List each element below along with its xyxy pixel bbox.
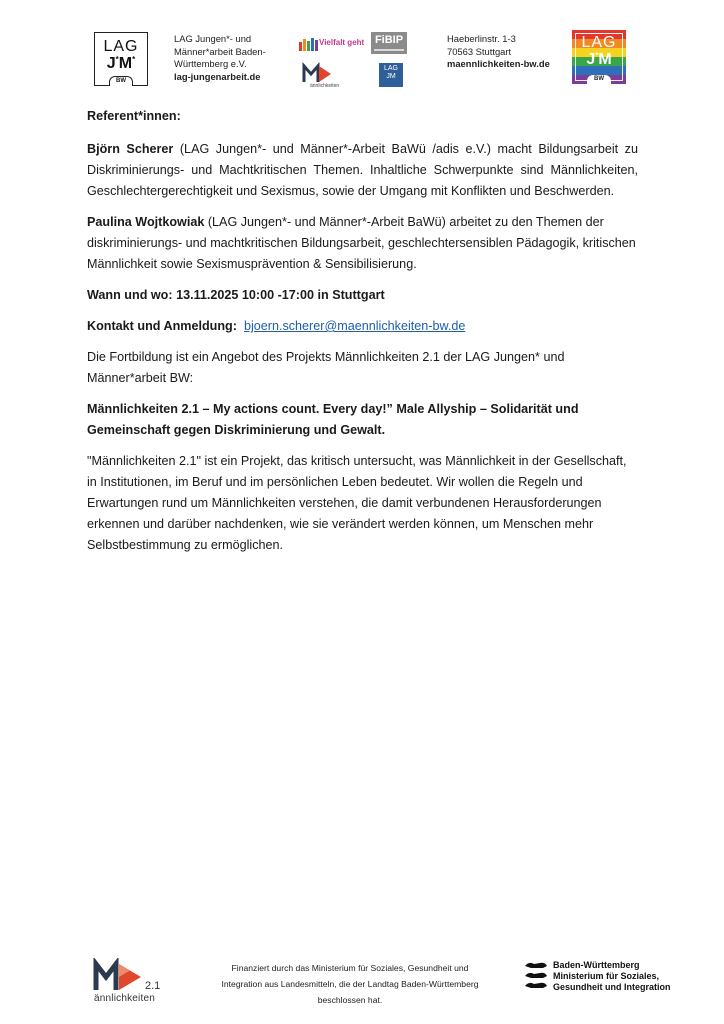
org-line3: Württemberg e.V.: [174, 58, 247, 69]
speaker1-paragraph: [87, 139, 638, 202]
m21-caption: ännlichkeiten: [94, 993, 155, 1004]
rainbow-logo-line2: J*M: [586, 51, 612, 68]
m21-small-logo: [302, 62, 350, 90]
lag-logo-line1: LAG: [103, 38, 139, 55]
address-info: [447, 33, 567, 71]
address-street: Haeberlinstr. 1-3: [447, 33, 516, 44]
contact-email-link[interactable]: bjoern.scherer@maennlichkeiten-bw.de: [243, 319, 466, 333]
m21-mark-icon: [93, 958, 149, 992]
bw-lions-icon: [523, 960, 549, 994]
when-where: Wann und wo: 13.11.2025 10:00 -17:00 in Stuttgart: [87, 288, 385, 302]
vielfalt-bars-icon: [299, 37, 319, 51]
offer-text: Die Fortbildung ist ein Angebot des Projekts Männlichkeiten 2.1 der LAG Jungen* und Männer*arbeit BW:: [87, 350, 565, 385]
speaker2-text: (LAG Jungen*- und Männer*-Arbeit BaWü) arbeitet zu den Themen der diskriminierungs- und machtkritischen Bildungsarbeit, geschlechtersensiblen Pädagogik, kritischen Männlichkeit sowie Sexismusprävention & Sensibilisierung.: [87, 215, 636, 271]
address-website-link[interactable]: maennlichkeiten-bw.de: [447, 58, 550, 69]
org-line1: LAG Jungen*- und: [174, 33, 252, 44]
project-description: "Männlichkeiten 2.1" ist ein Projekt, das kritisch untersucht, was Männlichkeit in der Gesellschaft, in Institutionen, im Beruf und im persönlichen Leben bedeutet. Wir wollen die Regeln und Erwartungen rund um Männlichkeiten verstehen, die damit verbundenen Herausforderungen erkennen und darüber nachdenken, wie sie verändert werden können, um Menschen mehr Selbstbestimmung zu ermöglichen.: [87, 454, 627, 552]
org-website-link[interactable]: lag-jungenarbeit.de: [174, 70, 261, 82]
funding-line2: Integration aus Landesmitteln, die der Landtag Baden-Württemberg: [221, 979, 479, 989]
funding-line1: Finanziert durch das Ministerium für Soziales, Gesundheit und: [231, 963, 469, 973]
bw-ministry-logo: [523, 960, 693, 996]
m21-small-caption: ännlichkeiten: [310, 83, 340, 89]
speaker1-text: (LAG Jungen*- und Männer*-Arbeit BaWü /adis e.V.) macht Bildungsarbeit zu Diskriminierungs- und Machtkritischen Themen. Inhaltliche Schwerpunkte sind Männlichkeiten, Geschlechtergerechtigkeit und Sexismus, sowie der Umgang mit Konflikten und Beschwerden.: [87, 142, 638, 198]
m21-small-mark-icon: [302, 62, 342, 84]
bw-ministry-text: Baden-Württemberg Ministerium für Soziales, Gesundheit und Integration: [553, 960, 671, 992]
address-city: 70563 Stuttgart: [447, 45, 512, 57]
org-line2: Männer*arbeit Baden-: [174, 45, 266, 57]
lag-logo: [94, 32, 148, 86]
fibip-logo: FiBIP: [371, 32, 407, 54]
contact-line: [87, 316, 638, 337]
rainbow-logo-bw: BW: [587, 75, 611, 84]
speakers-heading: Referent*innen:: [87, 109, 181, 123]
speaker2-paragraph: [87, 212, 638, 275]
lag-small-logo: LAG JM: [379, 63, 403, 87]
funding-line3: beschlossen hat.: [317, 995, 383, 1005]
contact-label: Kontakt und Anmeldung:: [87, 319, 237, 333]
m21-version: 2.1: [145, 980, 161, 992]
speaker2-name: Paulina Wojtkowiak: [87, 215, 205, 229]
lag-logo-bw: BW: [109, 76, 133, 86]
rainbow-logo-line1: LAG: [581, 34, 617, 51]
footer-m21-logo: [93, 958, 161, 1004]
project-title: Männlichkeiten 2.1 – My actions count. Every day!” Male Allyship – Solidarität und Gemeinschaft gegen Diskriminierung und Gewalt.: [87, 402, 579, 437]
org-info: [174, 33, 294, 83]
document-body: [87, 106, 638, 566]
lag-rainbow-logo: [572, 30, 626, 84]
lag-logo-line2: J*M*: [106, 55, 136, 72]
vielfalt-text: Vielfalt geht: [319, 38, 365, 47]
speaker1-name: Björn Scherer: [87, 142, 174, 156]
funding-note: [200, 960, 500, 1008]
vielfalt-logo: [299, 37, 367, 51]
